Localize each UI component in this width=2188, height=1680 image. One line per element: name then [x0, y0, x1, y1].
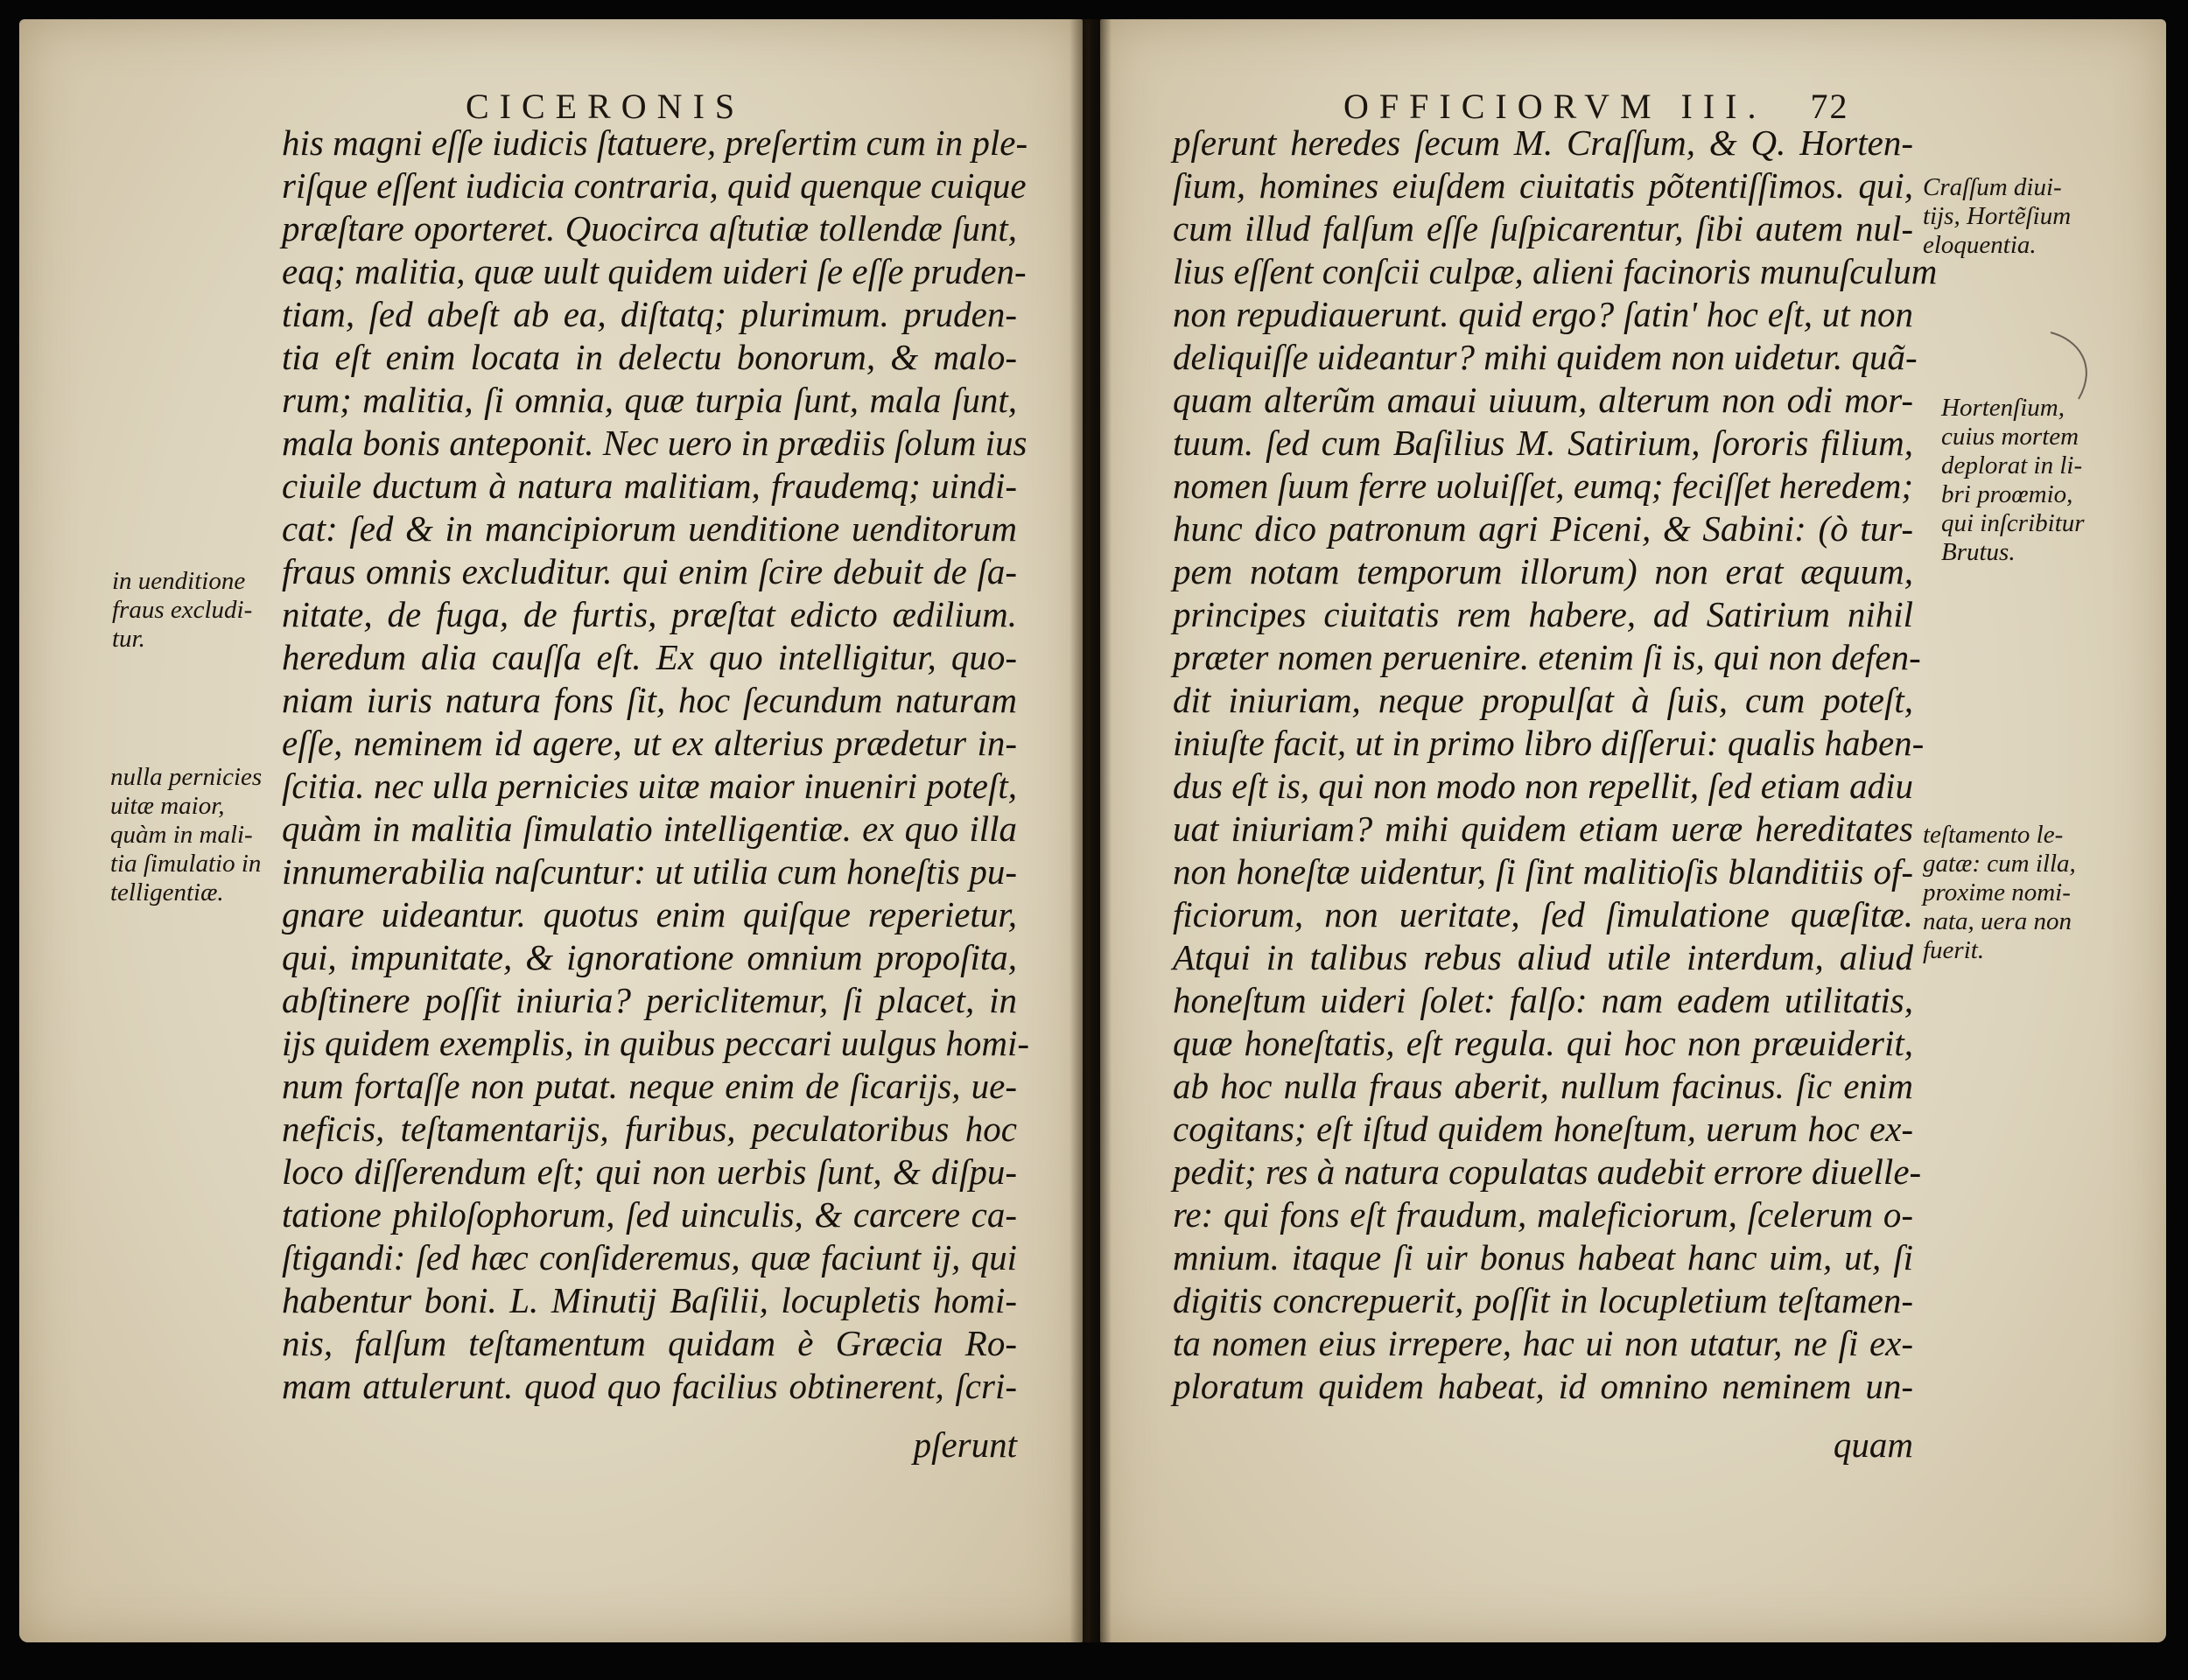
gloss-line: proxime nomi-	[1923, 878, 2071, 906]
gloss-line: bri proœmio,	[1941, 480, 2073, 508]
gloss-line: Craſſum diui-	[1923, 173, 2062, 201]
text-line: ta nomen eius irrepere, hac ui non utatur, ne ſi ex-	[1173, 1323, 1913, 1363]
text-line: cum illud falſum eſſe ſuſpicarentur, ſibi autem nul-	[1173, 208, 1913, 248]
text-line: fraus omnis excluditur. qui enim ſcire debuit de ſa-	[282, 551, 1017, 592]
text-line: digitis concrepuerit, poſſit in locupletium teſtamen-	[1173, 1280, 1913, 1320]
text-line: ploratum quidem habeat, id omnino neminem un-	[1173, 1366, 1913, 1406]
gloss-line: fuerit.	[1923, 936, 1985, 964]
text-line: principes ciuitatis rem habere, ad Satirium nihil	[1173, 594, 1913, 634]
text-line: habentur boni. L. Minutij Baſilii, locupletis homi-	[282, 1280, 1017, 1320]
text-line: tuum. ſed cum Baſilius M. Satirium, ſororis filium,	[1173, 423, 1913, 463]
text-line: non repudiauerunt. quid ergo? ſatin' hoc eſt, ut non	[1173, 294, 1913, 334]
left-text-block	[282, 122, 1030, 1408]
text-line: tatione philoſophorum, ſed uinculis, & carcere ca-	[282, 1194, 1017, 1235]
gloss-line: tijs, Hortẽſium	[1923, 202, 2072, 230]
text-line: nitate, de fuga, de furtis, præſtat edicto ædilium.	[282, 594, 1017, 634]
text-line: ſtigandi: ſed hæc conſideremus, quæ faciunt ij, qui	[282, 1237, 1017, 1278]
text-line: neficis, teſtamentarijs, furibus, peculatoribus hoc	[282, 1109, 1017, 1149]
right-running-head: OFFICIORVM III. 72	[1343, 87, 1849, 126]
text-line: mnium. itaque ſi uir bonus habeat hanc uim, ut, ſi	[1173, 1237, 1913, 1278]
text-line: lius eſſent conſcii culpæ, alieni facinoris munuſculum	[1173, 251, 1938, 291]
gloss-line: gatæ: cum illa,	[1923, 850, 2076, 878]
text-line: honeſtum uideri ſolet: falſo: nam eadem utilitatis,	[1173, 980, 1913, 1020]
left-marginal-gloss-2	[110, 763, 262, 907]
gloss-line: nulla pernicies	[110, 763, 263, 791]
text-line: mala bonis anteponit. Nec uero in prædiis ſolum ius	[282, 423, 1027, 463]
right-marginal-gloss-3	[1923, 821, 2076, 965]
right-text-block	[1173, 122, 1938, 1408]
text-line: ſcitia. nec ulla pernicies uitæ maior inueniri poteſt,	[282, 766, 1017, 806]
text-line: cat: ſed & in mancipiorum uenditione uenditorum	[282, 508, 1017, 549]
text-line: quæ honeſtatis, eſt regula. qui hoc non præuiderit,	[1173, 1023, 1913, 1063]
gloss-line: uitæ maior,	[110, 792, 225, 820]
text-line: riſque eſſent iudicia contraria, quid quenque cuique	[282, 165, 1027, 206]
left-running-head: CICERONIS	[466, 87, 746, 126]
gloss-line: Brutus.	[1941, 538, 2016, 566]
gloss-line: deplorat in li-	[1941, 452, 2083, 480]
text-line: hunc dico patronum agri Piceni, & Sabini: (ò tur-	[1173, 508, 1913, 549]
text-line: cogitans; eſt iſtud quidem honeſtum, uerum hoc ex-	[1173, 1109, 1913, 1149]
text-line: ciuile ductum à natura malitiam, fraudemq; uindi-	[282, 466, 1017, 506]
text-line: heredum alia cauſſa eſt. Ex quo intelligitur, quo-	[282, 637, 1017, 677]
text-line: tia eſt enim locata in delectu bonorum, & malo-	[282, 337, 1017, 377]
text-line: dus eſt is, qui non modo non repellit, ſed etiam adiu	[1173, 766, 1913, 806]
gloss-line: in uenditione	[112, 567, 246, 595]
left-marginal-gloss-1	[112, 567, 252, 654]
text-line: uat iniuriam? mihi quidem etiam ueræ hereditates	[1173, 808, 1913, 849]
text-line: Atqui in talibus rebus aliud utile interdum, aliud	[1173, 937, 1913, 977]
text-line: re: qui fons eſt fraudum, maleficiorum, ſcelerum o-	[1173, 1194, 1913, 1235]
gloss-line: Hortenſium,	[1941, 394, 2065, 422]
text-line: innumerabilia naſcuntur: ut utilia cum honeſtis pu-	[282, 851, 1017, 892]
text-line: tiam, ſed abeſt ab ea, diſtatq; plurimum. pruden-	[282, 294, 1017, 334]
text-line: ficiorum, non ueritate, ſed ſimulatione quæſitæ.	[1173, 894, 1913, 934]
book-gutter	[1069, 19, 1112, 1642]
text-line: pſerunt heredes ſecum M. Craſſum, & Q. Horten-	[1173, 122, 1913, 163]
gloss-line: fraus excludi-	[112, 596, 253, 624]
gloss-line: eloquentia.	[1923, 231, 2037, 259]
text-line: loco diſſerendum eſt; qui non uerbis ſunt, & diſpu-	[282, 1152, 1017, 1192]
text-line: eſſe, neminem id agere, ut ex alterius prædetur in-	[282, 723, 1017, 763]
text-line: ſium, homines eiuſdem ciuitatis põtentiſſimos. qui,	[1173, 165, 1913, 206]
text-line: num fortaſſe non putat. neque enim de ſicarijs, ue-	[282, 1066, 1017, 1106]
text-line: pem notam temporum illorum) non erat æquum,	[1173, 551, 1913, 592]
right-marginal-gloss-1	[1923, 173, 2071, 260]
folio-number: 72	[1810, 87, 1849, 126]
text-line: quam alterũm amaui uiuum, alterum non odi mor-	[1173, 380, 1913, 420]
text-line: gnare uideantur. quotus enim quiſque reperietur,	[282, 894, 1017, 934]
text-line: pedit; res à natura copulatas audebit errore diuelle-	[1173, 1152, 1922, 1192]
gloss-line: cuius mortem	[1941, 423, 2079, 451]
text-line: iniuſte facit, ut in primo libro diſſerui: qualis haben-	[1173, 723, 1925, 763]
left-catchword: pſerunt	[913, 1424, 1017, 1465]
text-line: qui, impunitate, & ignoratione omnium propoſita,	[282, 937, 1017, 977]
text-line: abſtinere poſſit iniuria? periclitemur, ſi placet, in	[282, 980, 1017, 1020]
text-line: rum; malitia, ſi omnia, quæ turpia ſunt, mala ſunt,	[282, 380, 1017, 420]
text-line: quàm in malitia ſimulatio intelligentiæ. ex quo illa	[282, 808, 1017, 849]
text-line: dit iniuriam, neque propulſat à ſuis, cum poteſt,	[1173, 680, 1913, 720]
text-line: ijs quidem exemplis, in quibus peccari uulgus homi-	[282, 1023, 1030, 1063]
text-line: non honeſtæ uidentur, ſi ſint malitioſis blanditiis of-	[1173, 851, 1913, 892]
gloss-line: tur.	[112, 625, 145, 653]
text-line: præſtare oporteret. Quocirca aſtutiæ tollendæ ſunt,	[282, 208, 1017, 248]
text-line: niam iuris natura fons ſit, hoc ſecundum naturam	[282, 680, 1017, 720]
gloss-line: qui inſcribitur	[1941, 509, 2085, 537]
gloss-line: tia ſimulatio in	[110, 850, 262, 878]
text-line: ab hoc nulla fraus aberit, nullum facinus. ſic enim	[1173, 1066, 1913, 1106]
gloss-line: telligentiæ.	[110, 878, 224, 906]
right-catchword-row	[1173, 1424, 1913, 1466]
text-line: his magni eſſe iudicis ſtatuere, preſertim cum in ple-	[282, 122, 1028, 163]
text-line: nis, falſum teſtamentum quidam è Græcia Ro-	[282, 1323, 1017, 1363]
right-catchword: quam	[1833, 1424, 1913, 1465]
text-line: mam attulerunt. quod quo facilius obtinerent, ſcri-	[282, 1366, 1017, 1406]
text-line: nomen ſuum ferre uoluiſſet, eumq; feciſſet heredem;	[1173, 466, 1913, 506]
gloss-line: quàm in mali-	[110, 821, 253, 849]
pencil-mark	[2044, 331, 2105, 410]
right-marginal-gloss-2	[1941, 394, 2085, 567]
text-line: præter nomen peruenire. etenim ſi is, qui non defen-	[1173, 637, 1921, 677]
left-catchword-row	[282, 1424, 1017, 1466]
gloss-line: teſtamento le-	[1923, 821, 2064, 849]
text-line: deliquiſſe uideantur? mihi quidem non uidetur. quã-	[1173, 337, 1918, 377]
gloss-line: nata, uera non	[1923, 907, 2072, 935]
text-line: eaq; malitia, quæ uult quidem uideri ſe eſſe pruden-	[282, 251, 1027, 291]
